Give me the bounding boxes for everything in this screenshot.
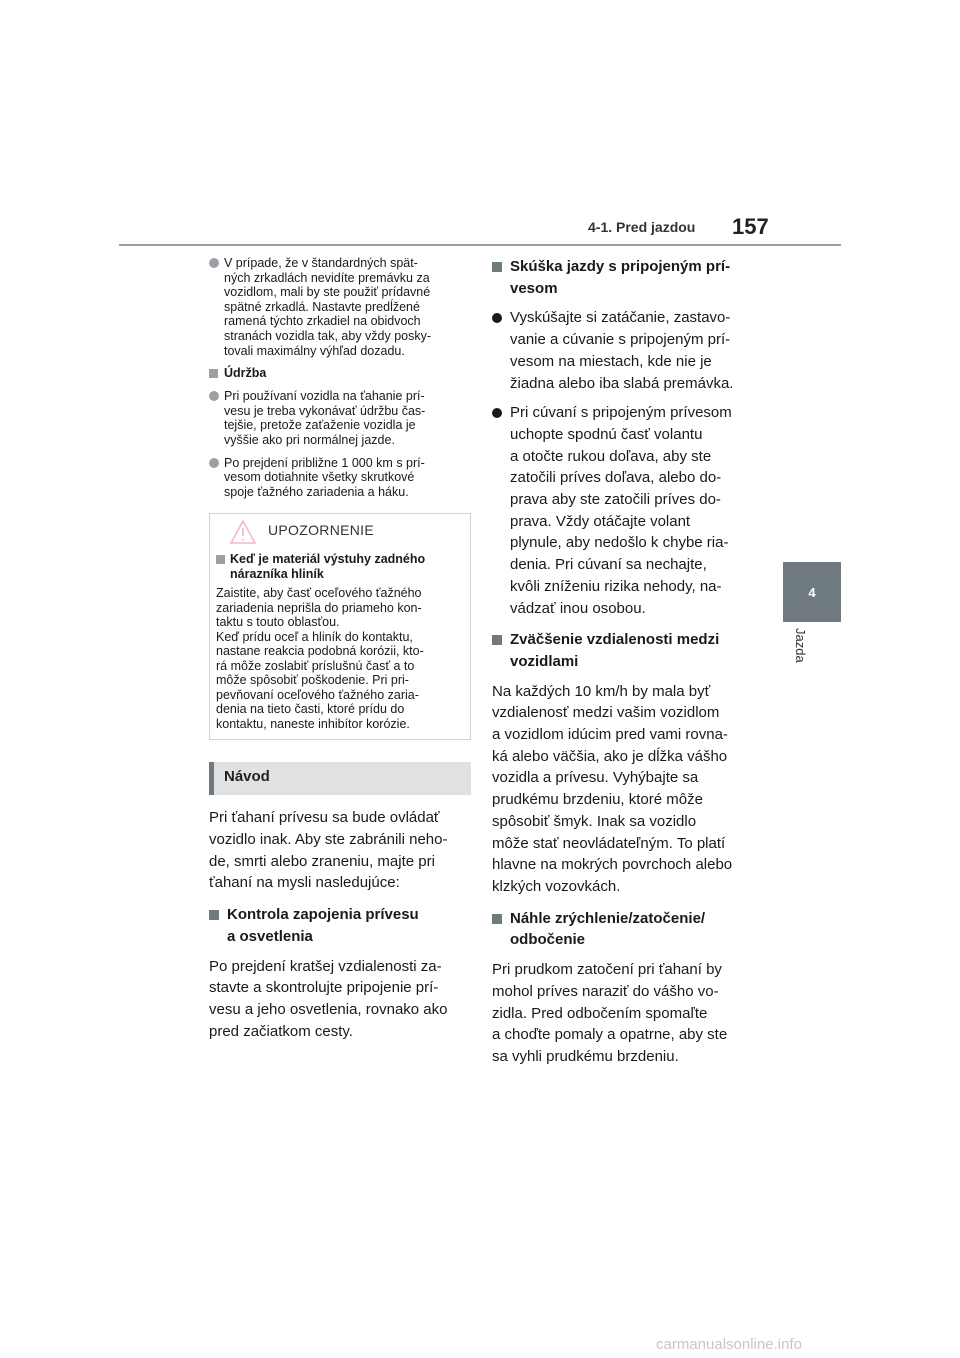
bullet-dot-icon: [209, 391, 219, 401]
heading-skuska-text: Skúška jazdy s pripojeným prí- vesom: [510, 258, 731, 297]
bullet-dot-icon: [492, 408, 502, 418]
page-number: 157: [732, 214, 769, 239]
heading-zvacsenie: [492, 629, 752, 672]
bullet-reversing-text: Pri cúvaní s pripojeným prívesom uchopte spodnú časť volantu a otočte rukou doľava, aby ste zatočili príves doľava, alebo do- prava aby ste zatočili príves do- prava. Vždy otáčajte volant plynule, aby nedošlo k chybe ria- denia. Pri cúvaní sa nechajte, kvôli zníženiu rizika nehody, na- vádzať inou osobou.: [510, 404, 732, 617]
bullet-maintenance: [209, 389, 471, 447]
bullet-practice-text: Vyskúšajte si zatáčanie, zastavo- vanie a cúvanie s pripojeným prí- vesom na miestach, kde nie je žiadna alebo iba slabá premávka.: [510, 309, 734, 392]
watermark: carmanualsonline.info: [656, 1336, 802, 1353]
left-column: [209, 256, 471, 1042]
square-bullet-icon: [492, 914, 502, 924]
section-title: 4-1. Pred jazdou: [588, 219, 696, 235]
warning-triangle-icon: [230, 520, 256, 544]
bullet-dot-icon: [209, 258, 219, 268]
bullet-dot-icon: [492, 313, 502, 323]
heading-kontrola: [209, 904, 471, 947]
warning-subheading: [216, 552, 464, 581]
heading-nahle: [492, 908, 752, 951]
bullet-dot-icon: [209, 458, 219, 468]
square-bullet-icon: [209, 369, 218, 378]
bullet-maintenance-text: Pri používaní vozidla na ťahanie prí- vesu je treba vykonávať údržbu čas- tejšie, pretože zaťaženie vozidla je vyššie ako pri normálnej jazde.: [224, 389, 426, 447]
heading-skuska: [492, 256, 752, 299]
bullet-mirrors-text: V prípade, že v štandardných spät- ných zrkadlách nevidíte premávku za vozidlom, mali by ste použiť prídavné spätné zrkadlá. Nastavte predĺžené ramená týchto zrkadiel na obidvoch stranách vozidla tak, aby vždy posky- tovali maximálny výhľad dozadu.: [224, 256, 432, 358]
zvacsenie-paragraph: Na každých 10 km/h by mala byť vzdialenosť medzi vašim vozidlom a vozidlom idúcim pred vami rovna- ká alebo väčšia, ako je dĺžka vášho vozidla a prívesu. Vyhýbajte sa prudkému brzdeniu, ktoré môže spôsobiť šmyk. Inak sa vozidlo môže stať neovládateľným. To platí hlavne na mokrých povrchoch alebo klzkých vozovkách.: [492, 682, 733, 895]
warning-title: UPOZORNENIE: [268, 522, 374, 539]
nahle-paragraph: Pri prudkom zatočení pri ťahaní by mohol príves naraziť do vášho vo- zidla. Pred odbočením spomaľte a choďte pomaly a opatrne, aby ste sa vyhli prudkému brzdeniu.: [492, 961, 728, 1065]
square-bullet-icon: [492, 635, 502, 645]
kontrola-paragraph: Po prejdení kratšej vzdialenosti za- stavte a skontrolujte pripojenie prí- vesu a jeho osvetlenia, rovnako ako pred začiatkom cesty.: [209, 957, 448, 1040]
header-rule: [119, 244, 841, 246]
warning-box: [209, 513, 471, 740]
heading-zvacsenie-text: Zväčšenie vzdialenosti medzi vozidlami: [510, 631, 720, 670]
heading-nahle-text: Náhle zrýchlenie/zatočenie/ odbočenie: [510, 909, 706, 949]
bullet-mirrors: [209, 256, 471, 358]
warning-text: Zaistite, aby časť oceľového ťažného zariadenia neprišla do priameho kon- taktu s touto oblasťou. Keď prídu oceľ a hliník do kontaktu, nastane reakcia podobná korózii, kto- rá môže zoslabiť príslušnú časť a to môže spôsobiť poškodenie. Pri pri- pevňovaní oceľového ťažného zaria- denia na tieto časti, ktoré prídu do kontaktu, naneste inhibítor korózie.: [216, 586, 424, 731]
chapter-tab: 4: [783, 562, 841, 622]
heading-kontrola-text: Kontrola zapojenia prívesu a osvetlenia: [227, 906, 419, 945]
square-bullet-icon: [216, 555, 225, 564]
heading-udrzba-text: Údržba: [224, 366, 267, 381]
right-column: [492, 256, 752, 1068]
warning-subheading-text: Keď je materiál výstuhy zadného nárazníka hliník: [230, 552, 426, 581]
heading-udrzba: [209, 366, 471, 381]
bullet-bolts-text: Po prejdení približne 1 000 km s prí- vesom dotiahnite všetky skrutkové spoje ťažného zariadenia a háku.: [224, 455, 425, 499]
guide-bar: Návod: [209, 762, 471, 795]
bullet-bolts: [209, 456, 471, 500]
square-bullet-icon: [209, 910, 219, 920]
square-bullet-icon: [492, 262, 502, 272]
warning-header: [216, 520, 464, 544]
intro-paragraph: Pri ťahaní prívesu sa bude ovládať vozidlo inak. Aby ste zabránili neho- de, smrti alebo zraneniu, majte pri ťahaní na mysli nasledujúce:: [209, 809, 448, 892]
bullet-practice: [492, 307, 752, 394]
chapter-label: Jazda: [793, 628, 808, 663]
bullet-reversing: [492, 402, 752, 619]
